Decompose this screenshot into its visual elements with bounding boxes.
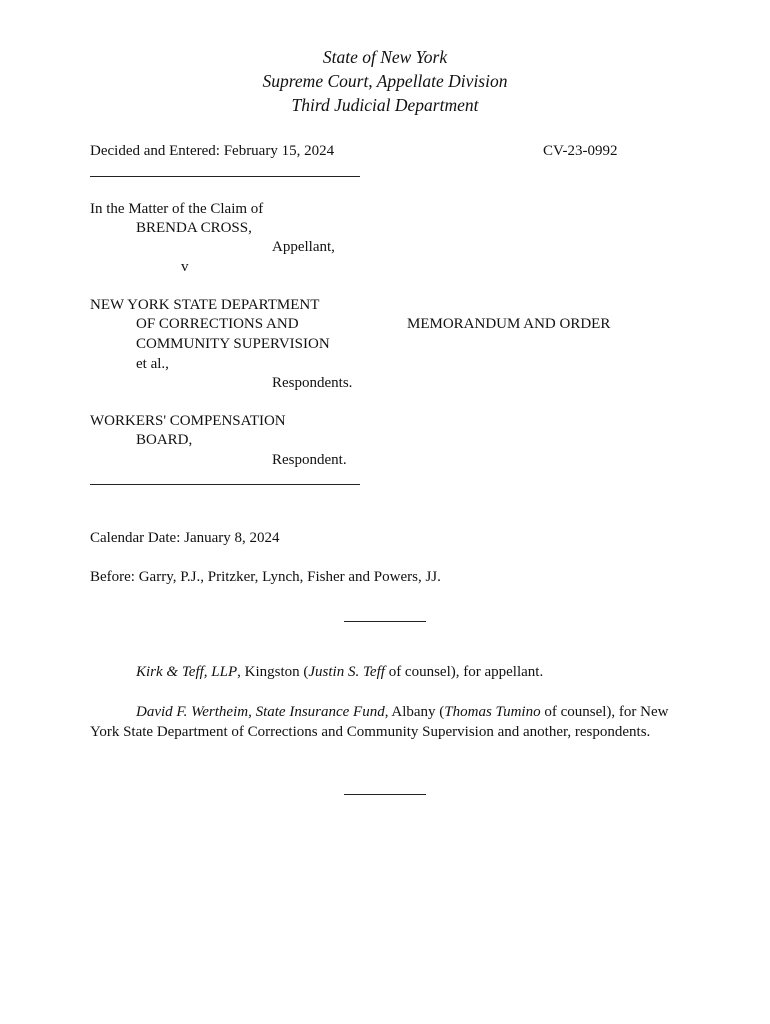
respondent1-line1: NEW YORK STATE DEPARTMENT [90,297,320,313]
respondents-firm: David F. Wertheim, State Insurance Fund [136,704,385,720]
matter-line: In the Matter of the Claim of [90,201,264,217]
counsel-respondents [90,702,670,742]
appellant-attorney: Justin S. Teff [308,664,385,680]
respondent2-line2: BOARD, [136,432,193,448]
counsel-appellant-text2: of counsel), for appellant. [384,664,544,680]
respondent1-line2: OF CORRECTIONS AND [136,316,299,332]
counsel-appellant [90,662,670,682]
respondent2-role: Respondent. [272,452,347,468]
caption-bottom-rule [90,484,360,485]
respondent1-line4: et al., [136,356,169,372]
respondent2-line1: WORKERS' COMPENSATION [90,413,286,429]
document-type: MEMORANDUM AND ORDER [407,316,611,332]
calendar-date: Calendar Date: January 8, 2024 [90,530,280,546]
section-divider [344,621,426,622]
header-department: Third Judicial Department [291,95,479,115]
claimant-role: Appellant, [272,239,335,255]
appellant-firm: Kirk & Teff, LLP [136,664,238,680]
claimant-name: BRENDA CROSS, [136,220,252,236]
header-court: Supreme Court, Appellate Division [262,71,508,91]
caption-top-rule [90,176,360,177]
decided-date: Decided and Entered: February 15, 2024 [90,143,335,159]
header-state: State of New York [322,47,448,67]
respondents-attorney: Thomas Tumino [444,704,541,720]
counsel-appellant-text1: , Kingston ( [237,664,309,680]
versus: v [181,259,189,275]
respondent1-line3: COMMUNITY SUPERVISION [136,336,330,352]
before-panel: Before: Garry, P.J., Pritzker, Lynch, Fisher and Powers, JJ. [90,569,441,585]
section-divider-2 [344,794,426,795]
counsel-respondents-text2: of counsel), for New York State Department of Corrections and Community Supervision and another, respondents. [90,704,669,740]
docket-number: CV-23-0992 [543,143,618,159]
respondent1-role: Respondents. [272,375,353,391]
counsel-respondents-text1: , Albany ( [384,704,445,720]
